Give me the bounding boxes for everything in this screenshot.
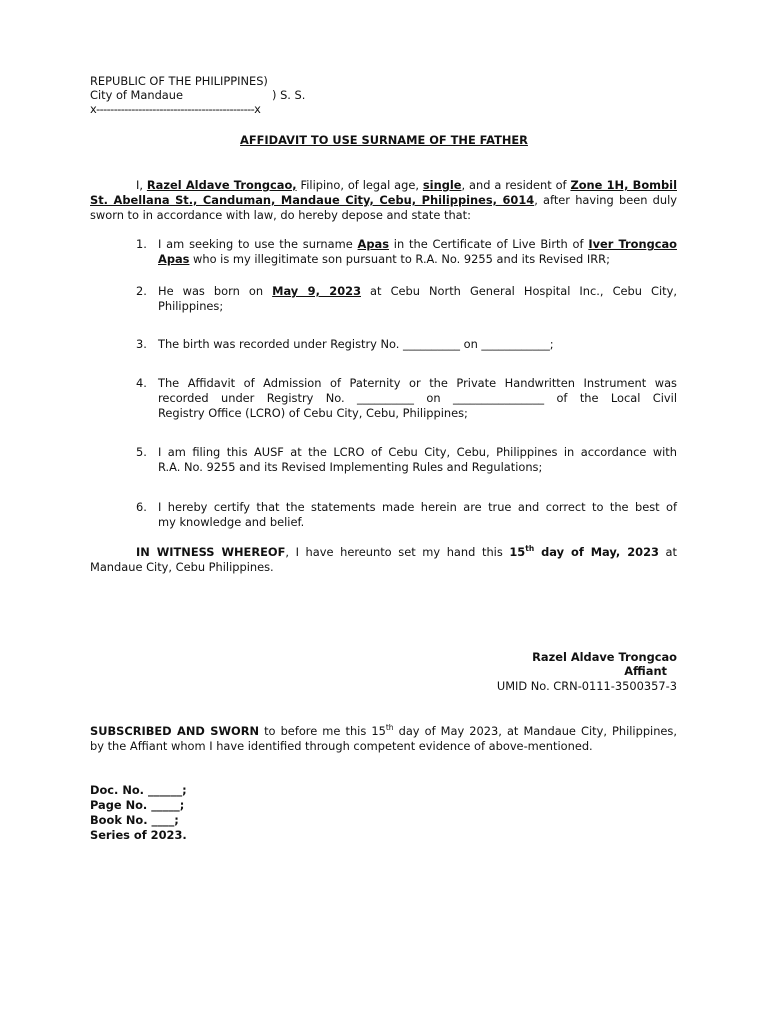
item-number-1: 1. <box>136 237 147 251</box>
intro-paragraph <box>90 178 677 223</box>
jurat-paragraph <box>90 724 677 754</box>
header-city: City of Mandaue <box>90 88 184 102</box>
header-republic: REPUBLIC OF THE PHILIPPINES) <box>90 74 268 88</box>
item-6-line-2: my knowledge and belief. <box>158 515 305 529</box>
item-3 <box>158 337 677 352</box>
witness-lead: IN WITNESS WHEREOF <box>136 545 286 559</box>
affiant-name-inline: Razel Aldave Trongcao, <box>146 178 297 192</box>
witness-day <box>509 545 659 559</box>
item-5-line-1: I am filing this AUSF at the LCRO of Cebu City, Cebu, Philippines in accordance with <box>158 445 677 459</box>
item-1-text-a: I am seeking to use the surname <box>158 237 358 251</box>
intro-text-3: , and a resident of <box>461 178 571 192</box>
intro-text-1: I, <box>136 178 147 192</box>
intro-text-5: sworn to in accordance with law, do hereby depose and state that: <box>90 208 471 222</box>
page-no: Page No. _____; <box>90 798 185 812</box>
child-name-1: Iver Trongcao <box>588 237 677 251</box>
item-6-line-1: I hereby certify that the statements made herein are true and correct to the best of <box>158 500 677 514</box>
witness-place: Mandaue City, Cebu Philippines. <box>90 560 274 574</box>
item-number-6: 6. <box>136 500 147 514</box>
address-part-1: Zone 1H, Bombil <box>570 178 677 192</box>
item-number-4: 4. <box>136 376 147 390</box>
jurat-lead: SUBSCRIBED AND SWORN <box>90 724 260 738</box>
item-1-text-c: who is my illegitimate son pursuant to R.A. No. 9255 and its Revised IRR; <box>189 252 610 266</box>
item-2 <box>158 284 677 314</box>
document-title: AFFIDAVIT TO USE SURNAME OF THE FATHER <box>240 133 528 147</box>
witness-day-suffix: th <box>525 544 535 554</box>
item-number-3: 3. <box>136 337 147 351</box>
item-2-text-a: He was born on <box>158 284 273 298</box>
item-1 <box>158 237 677 267</box>
series-year: Series of 2023. <box>90 828 187 842</box>
item-4-line-3: Registry Office (LCRO) of Cebu City, Cebu, Philippines; <box>158 406 468 420</box>
intro-text-2: Filipino, of legal age, <box>296 178 423 192</box>
jurat-text-b: day of May 2023, at Mandaue City, Philippines, <box>393 724 677 738</box>
item-5 <box>158 445 677 475</box>
book-no: Book No. ____; <box>90 813 179 827</box>
header-separator: x---------------------------------------------x <box>90 102 261 116</box>
item-5-line-2: R.A. No. 9255 and its Revised Implementing Rules and Regulations; <box>158 460 543 474</box>
item-2-text-b: at Cebu North General Hospital Inc., Cebu City, <box>361 284 677 298</box>
item-6 <box>158 500 677 530</box>
item-number-5: 5. <box>136 445 147 459</box>
item-2-text-c: Philippines; <box>158 299 224 313</box>
address-part-2: St. Abellana St., Canduman, Mandaue City, Cebu, Philippines, 6014 <box>90 193 535 207</box>
witness-text-c: at <box>658 545 677 559</box>
item-4-line-2: recorded under Registry No. __________ on ________________ of the Local Civil <box>158 391 677 405</box>
affiant-name: Razel Aldave Trongcao <box>532 650 677 664</box>
witness-day-number: 15 <box>509 545 526 559</box>
header-ss: ) S. S. <box>272 88 306 102</box>
item-3-text: The birth was recorded under Registry No. __________ on ____________; <box>158 337 554 351</box>
child-name-2: Apas <box>158 252 190 266</box>
birth-date: May 9, 2023 <box>272 284 361 298</box>
witness-paragraph <box>90 545 677 575</box>
item-4-line-1: The Affidavit of Admission of Paternity or the Private Handwritten Instrument was <box>158 376 677 390</box>
surname-apas: Apas <box>357 237 389 251</box>
civil-status: single <box>422 178 462 192</box>
doc-no: Doc. No. ______; <box>90 783 187 797</box>
item-number-2: 2. <box>136 284 147 298</box>
jurat-text-a: to before me this 15 <box>259 724 386 738</box>
witness-text-a: , I have hereunto set my hand this <box>285 545 510 559</box>
item-1-text-b: in the Certificate of Live Birth of <box>388 237 589 251</box>
affiant-label: Affiant <box>624 664 667 678</box>
jurat-text-c: by the Affiant whom I have identified through competent evidence of above-mentioned. <box>90 739 593 753</box>
jurat-day-suffix: th <box>385 723 394 733</box>
witness-month-year: day of May, 2023 <box>534 545 659 559</box>
affiant-id: UMID No. CRN-0111-3500357-3 <box>496 679 677 693</box>
intro-text-4: , after having been duly <box>534 193 677 207</box>
item-4 <box>158 376 677 421</box>
